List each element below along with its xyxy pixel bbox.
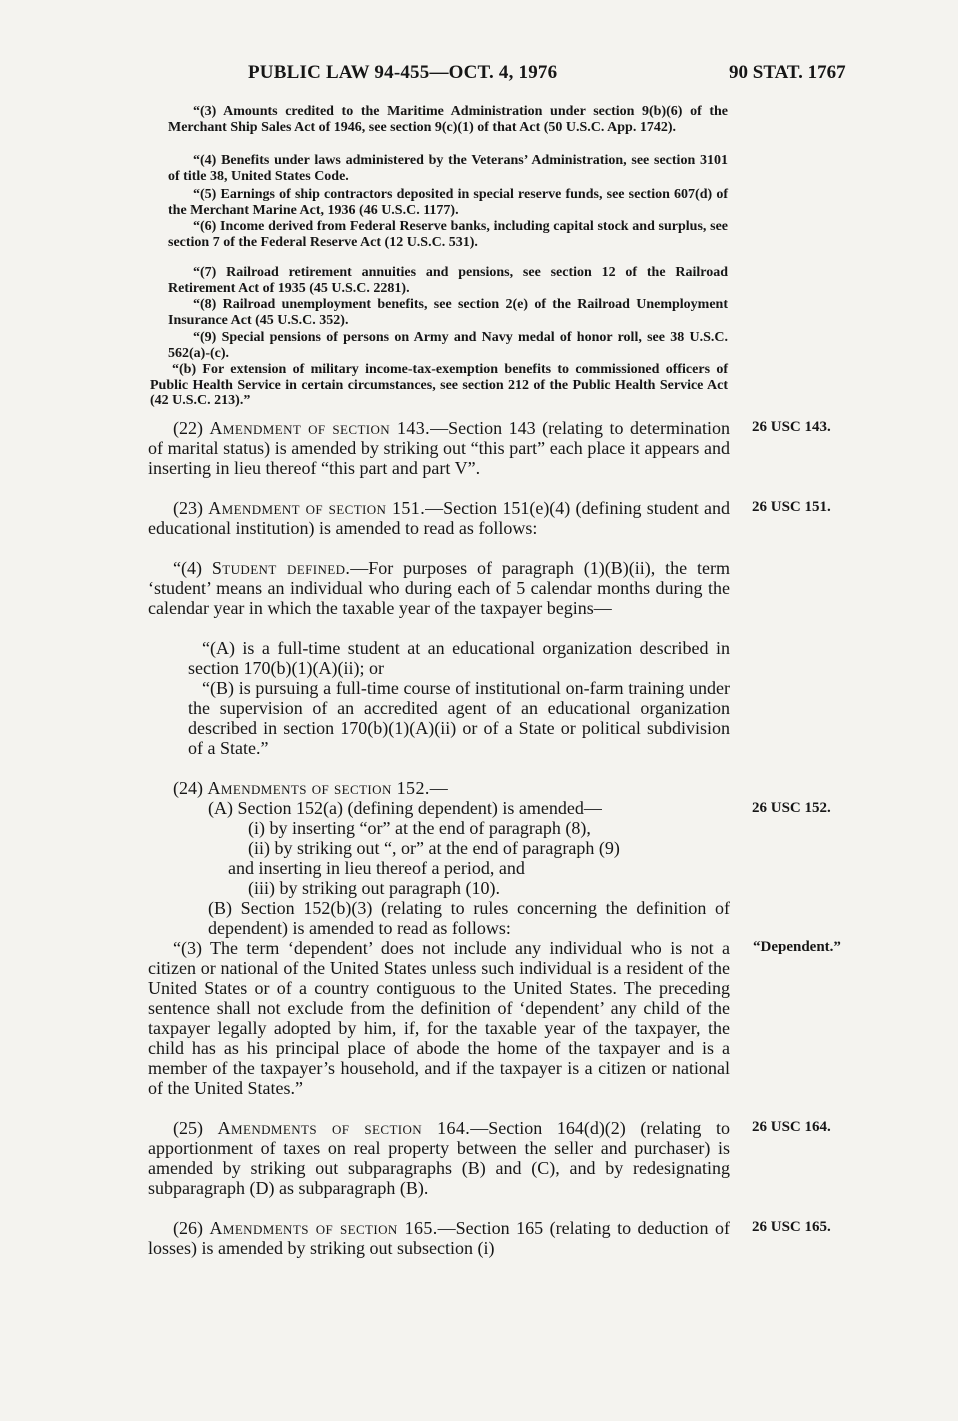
paragraph-text: — bbox=[429, 778, 448, 798]
paragraph-23 bbox=[148, 498, 730, 538]
paragraph-text: —Section 143 (relating to determination of marital status) is amended by striking out “this part” each place it appears and inserting in lieu thereof “this part and part V”. bbox=[148, 418, 730, 478]
paragraph-text: (B) Section 152(b)(3) (relating to rules concerning the definition of dependent) is amended to read as follows: bbox=[208, 898, 730, 938]
paragraph-24-B bbox=[208, 898, 730, 938]
paragraph-number: (26) bbox=[173, 1218, 203, 1238]
quoted-item-5: “(5) Earnings of ship contractors deposited in special reserve funds, see section 607(d) of the Merchant Marine Act, 1936 (46 U.S.C. 1177). bbox=[168, 187, 728, 218]
paragraph-number: “(4) bbox=[173, 558, 202, 578]
paragraph-23-4-A: “(A) is a full-time student at an educational organization described in section 170(b)(1)(A)(ii); or bbox=[188, 638, 730, 678]
paragraph-22 bbox=[148, 418, 730, 478]
quoted-item-8: “(8) Railroad unemployment benefits, see section 2(e) of the Railroad Unemployment Insurance Act (45 U.S.C. 352). bbox=[168, 297, 728, 328]
paragraph-heading: Amendments of section 164. bbox=[217, 1118, 471, 1138]
quoted-item-3: “(3) Amounts credited to the Maritime Administration under section 9(b)(6) of the Merchant Ship Sales Act of 1946, see section 9(c)(1) of that Act (50 U.S.C. App. 1742). bbox=[168, 104, 728, 135]
page-header-title: PUBLIC LAW 94-455—OCT. 4, 1976 bbox=[248, 62, 558, 83]
page-header-stat-reference: 90 STAT. 1767 bbox=[729, 62, 846, 83]
quoted-item-6: “(6) Income derived from Federal Reserve banks, including capital stock and surplus, see section 7 of the Federal Reserve Act (12 U.S.C. 531). bbox=[168, 219, 728, 250]
margin-note-26-usc-165: 26 USC 165. bbox=[752, 1219, 831, 1235]
margin-note-dependent: “Dependent.” bbox=[753, 939, 841, 955]
paragraph-26 bbox=[148, 1218, 730, 1258]
paragraph-24-B-3: “(3) The term ‘dependent’ does not include any individual who is not a citizen or national of the United States unless such individual is a resident of the United States or of a country contiguous to the United States. The preceding sentence shall not exclude from the definition of ‘dependent’ any child of the taxpayer legally adopted by him, if, for the taxable year of the taxpayer, the child has as his principal place of abode the home of the taxpayer and is a member of the taxpayer’s household, and if the taxpayer is a citizen or national of the United States.” bbox=[148, 938, 730, 1098]
paragraph-heading: Amendment of section 143. bbox=[209, 418, 431, 438]
margin-note-26-usc-152: 26 USC 152. bbox=[752, 800, 831, 816]
paragraph-heading: Amendments of section 152. bbox=[207, 778, 430, 798]
paragraph-23-4 bbox=[148, 558, 730, 618]
paragraph-number: (24) bbox=[173, 778, 203, 798]
quoted-item-b: “(b) For extension of military income-tax-exemption benefits to commissioned officers of Public Health Service in certain circumstances, see section 212 of the Public Health Service Act (42 U.S.C. 213).” bbox=[150, 362, 728, 409]
paragraph-number: (25) bbox=[173, 1118, 203, 1138]
paragraph-24-A-ii: (ii) by striking out “, or” at the end of paragraph (9) bbox=[248, 838, 620, 858]
paragraph-23-4-B: “(B) is pursuing a full-time course of institutional on-farm training under the supervision of an accredited agent of an educational organization described in section 170(b)(1)(A)(ii) or of a State or political subdivision of a State.” bbox=[188, 678, 730, 758]
paragraph-text: —For purposes of paragraph (1)(B)(ii), the term ‘student’ means an individual who during each of 5 calendar months during the calendar year in which the taxable year of the taxpayer begins— bbox=[148, 558, 730, 618]
paragraph-number: (23) bbox=[173, 498, 203, 518]
quoted-item-4: “(4) Benefits under laws administered by the Veterans’ Administration, see section 3101 of title 38, United States Code. bbox=[168, 153, 728, 184]
margin-note-26-usc-151: 26 USC 151. bbox=[752, 499, 831, 515]
paragraph-24-A-iii: (iii) by striking out paragraph (10). bbox=[248, 878, 500, 898]
margin-note-26-usc-164: 26 USC 164. bbox=[752, 1119, 831, 1135]
paragraph-text: —Section 151(e)(4) (defining student and educational institution) is amended to read as follows: bbox=[148, 498, 730, 538]
quoted-item-7: “(7) Railroad retirement annuities and pensions, see section 12 of the Railroad Retirement Act of 1935 (45 U.S.C. 2281). bbox=[168, 265, 728, 296]
paragraph-24-A-ii-continued: and inserting in lieu thereof a period, and bbox=[228, 858, 525, 878]
paragraph-24-A-i: (i) by inserting “or” at the end of paragraph (8), bbox=[248, 818, 591, 838]
paragraph-heading: Amendment of section 151. bbox=[208, 498, 426, 518]
paragraph-text: —Section 165 (relating to deduction of losses) is amended by striking out subsection (i) bbox=[148, 1218, 731, 1258]
paragraph-24 bbox=[148, 778, 730, 798]
margin-note-26-usc-143: 26 USC 143. bbox=[752, 419, 831, 435]
paragraph-heading: Amendments of section 165. bbox=[209, 1218, 438, 1238]
paragraph-number: (22) bbox=[173, 418, 203, 438]
quoted-item-9: “(9) Special pensions of persons on Army and Navy medal of honor roll, see 38 U.S.C. 562(a)-(c). bbox=[168, 330, 728, 361]
paragraph-24-A: (A) Section 152(a) (defining dependent) is amended— bbox=[208, 798, 602, 818]
paragraph-text: —Section 164(d)(2) (relating to apportionment of taxes on real property between the seller and purchaser) is amended by striking out subparagraphs (B) and (C), and by redesignating subparagraph (D) as subparagraph (B). bbox=[148, 1118, 730, 1198]
paragraph-25 bbox=[148, 1118, 730, 1198]
paragraph-heading: Student defined. bbox=[211, 558, 351, 578]
